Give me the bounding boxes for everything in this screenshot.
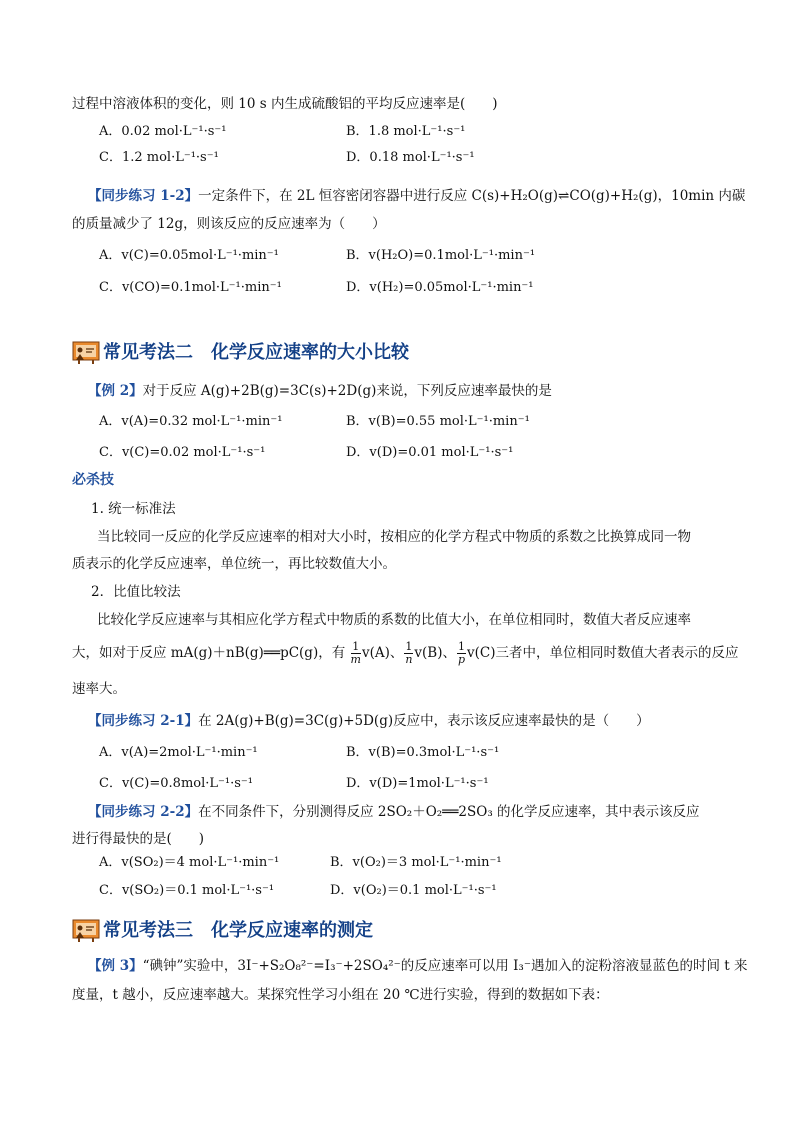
q1-option-b: B．1.8 mol·L⁻¹·s⁻¹ [346,124,466,139]
method-2-line2 [72,639,738,667]
q1-option-c: C．1.2 mol·L⁻¹·s⁻¹ [99,150,219,165]
fraction-denominator: p [457,653,465,666]
ex2-2-option-d: D．v(O₂)＝0.1 mol·L⁻¹·s⁻¹ [330,883,497,898]
rate-a-text: v(A)、 [361,645,404,661]
fraction-numerator: 1 [352,640,360,653]
ex2-1-option-a: A．v(A)=2mol·L⁻¹·min⁻¹ [99,745,258,760]
exercise-2-1 [88,711,650,731]
exercise-1-2-line2: 的质量减少了 12g，则该反应的反应速率为（ ） [72,216,386,232]
ex2-1-option-c: C．v(C)=0.8mol·L⁻¹·s⁻¹ [99,776,253,791]
fraction-numerator: 1 [457,640,465,653]
ex1-2-option-a: A．v(C)=0.05mol·L⁻¹·min⁻¹ [99,248,279,263]
ex2-2-option-c: C．v(SO₂)＝0.1 mol·L⁻¹·s⁻¹ [99,883,275,898]
fraction-1-p [457,641,466,666]
q1-text: 过程中溶液体积的变化，则 10 s 内生成硫酸铝的平均反应速率是( ) [72,96,498,112]
fraction-denominator: m [350,653,361,666]
rate-c-text: v(C)三者中，单位相同时数值大者表示的反应 [466,645,739,661]
exercise-tag: 【同步练习 1-2】 [88,188,199,204]
ex2-2-option-b: B．v(O₂)＝3 mol·L⁻¹·min⁻¹ [330,855,502,870]
teacher-board-icon [72,919,100,943]
exercise-2-2-line2: 进行得最快的是( ) [72,831,205,847]
exercise-text: 一定条件下，在 2L 恒容密闭容器中进行反应 C(s)+H₂O(g)⇌CO(g)+H₂(g)，10min 内碳 [198,188,746,204]
example-3-line2: 度量，t 越小，反应速率越大。某探究性学习小组在 20 ℃进行实验，得到的数据如下表： [72,987,609,1003]
exercise-text: 在 2A(g)+B(g)=3C(g)+5D(g)反应中，表示该反应速率最快的是（ ） [198,713,650,729]
method-1-line1: 当比较同一反应的化学反应速率的相对大小时，按相应的化学方程式中物质的系数之比换算成同一物 [97,529,691,545]
method-1-title: 1. 统一标准法 [91,501,176,517]
ex2-1-option-d: D．v(D)=1mol·L⁻¹·s⁻¹ [346,776,489,791]
q1-option-a: A．0.02 mol·L⁻¹·s⁻¹ [99,124,227,139]
ex2-1-option-b: B．v(B)=0.3mol·L⁻¹·s⁻¹ [346,745,500,760]
method-1-line2: 质表示的化学反应速率，单位统一，再比较数值大小。 [72,556,396,572]
example-tag: 【例 3】 [88,958,143,974]
fraction-numerator: 1 [405,640,413,653]
ex2-option-c: C．v(C)=0.02 mol·L⁻¹·s⁻¹ [99,445,266,460]
section-title: 常见考法三 化学反应速率的测定 [103,920,373,941]
ex2-option-b: B．v(B)=0.55 mol·L⁻¹·min⁻¹ [346,414,530,429]
fraction-1-m [351,641,361,666]
method-2-line1: 比较化学反应速率与其相应化学方程式中物质的系数的比值大小，在单位相同时，数值大者反应速率 [97,612,691,628]
exercise-1-2-line1 [88,186,745,206]
example-text: 对于反应 A(g)+2B(g)=3C(s)+2D(g)来说，下列反应速率最快的是 [142,383,552,399]
teacher-board-icon [72,341,100,365]
q1-option-d: D．0.18 mol·L⁻¹·s⁻¹ [346,150,475,165]
exercise-tag: 【同步练习 2-2】 [88,804,199,820]
section-title: 常见考法二 化学反应速率的大小比较 [103,342,409,363]
exercise-tag: 【同步练习 2-1】 [88,713,199,729]
method-2-title: 2．比值比较法 [91,584,181,600]
example-text: “碘钟”实验中，3I⁻+S₂O₈²⁻=I₃⁻+2SO₄²⁻的反应速率可以用 I₃⁻遇加入的淀粉溶液显蓝色的时间 t 来 [142,958,748,974]
method-2-line3: 速率大。 [72,681,126,697]
method-2-line2-text: 大，如对于反应 mA(g)＋nB(g)══pC(g)，有 [72,645,350,661]
ex2-2-option-a: A．v(SO₂)＝4 mol·L⁻¹·min⁻¹ [99,855,280,870]
ex1-2-option-c: C．v(CO)=0.1mol·L⁻¹·min⁻¹ [99,280,282,295]
ex2-option-a: A．v(A)=0.32 mol·L⁻¹·min⁻¹ [99,414,283,429]
bisha-heading: 必杀技 [72,472,114,488]
example-2 [88,381,552,401]
ex1-2-option-b: B．v(H₂O)=0.1mol·L⁻¹·min⁻¹ [346,248,536,263]
example-tag: 【例 2】 [88,383,143,399]
exercise-2-2-line1 [88,802,700,822]
fraction-denominator: n [405,653,413,666]
ex1-2-option-d: D．v(H₂)=0.05mol·L⁻¹·min⁻¹ [346,280,534,295]
ex2-option-d: D．v(D)=0.01 mol·L⁻¹·s⁻¹ [346,445,514,460]
fraction-1-n [404,641,413,666]
exercise-text: 在不同条件下，分别测得反应 2SO₂＋O₂══2SO₃ 的化学反应速率，其中表示该反应 [198,804,700,820]
rate-b-text: v(B)、 [414,645,456,661]
example-3-line1 [88,956,747,976]
